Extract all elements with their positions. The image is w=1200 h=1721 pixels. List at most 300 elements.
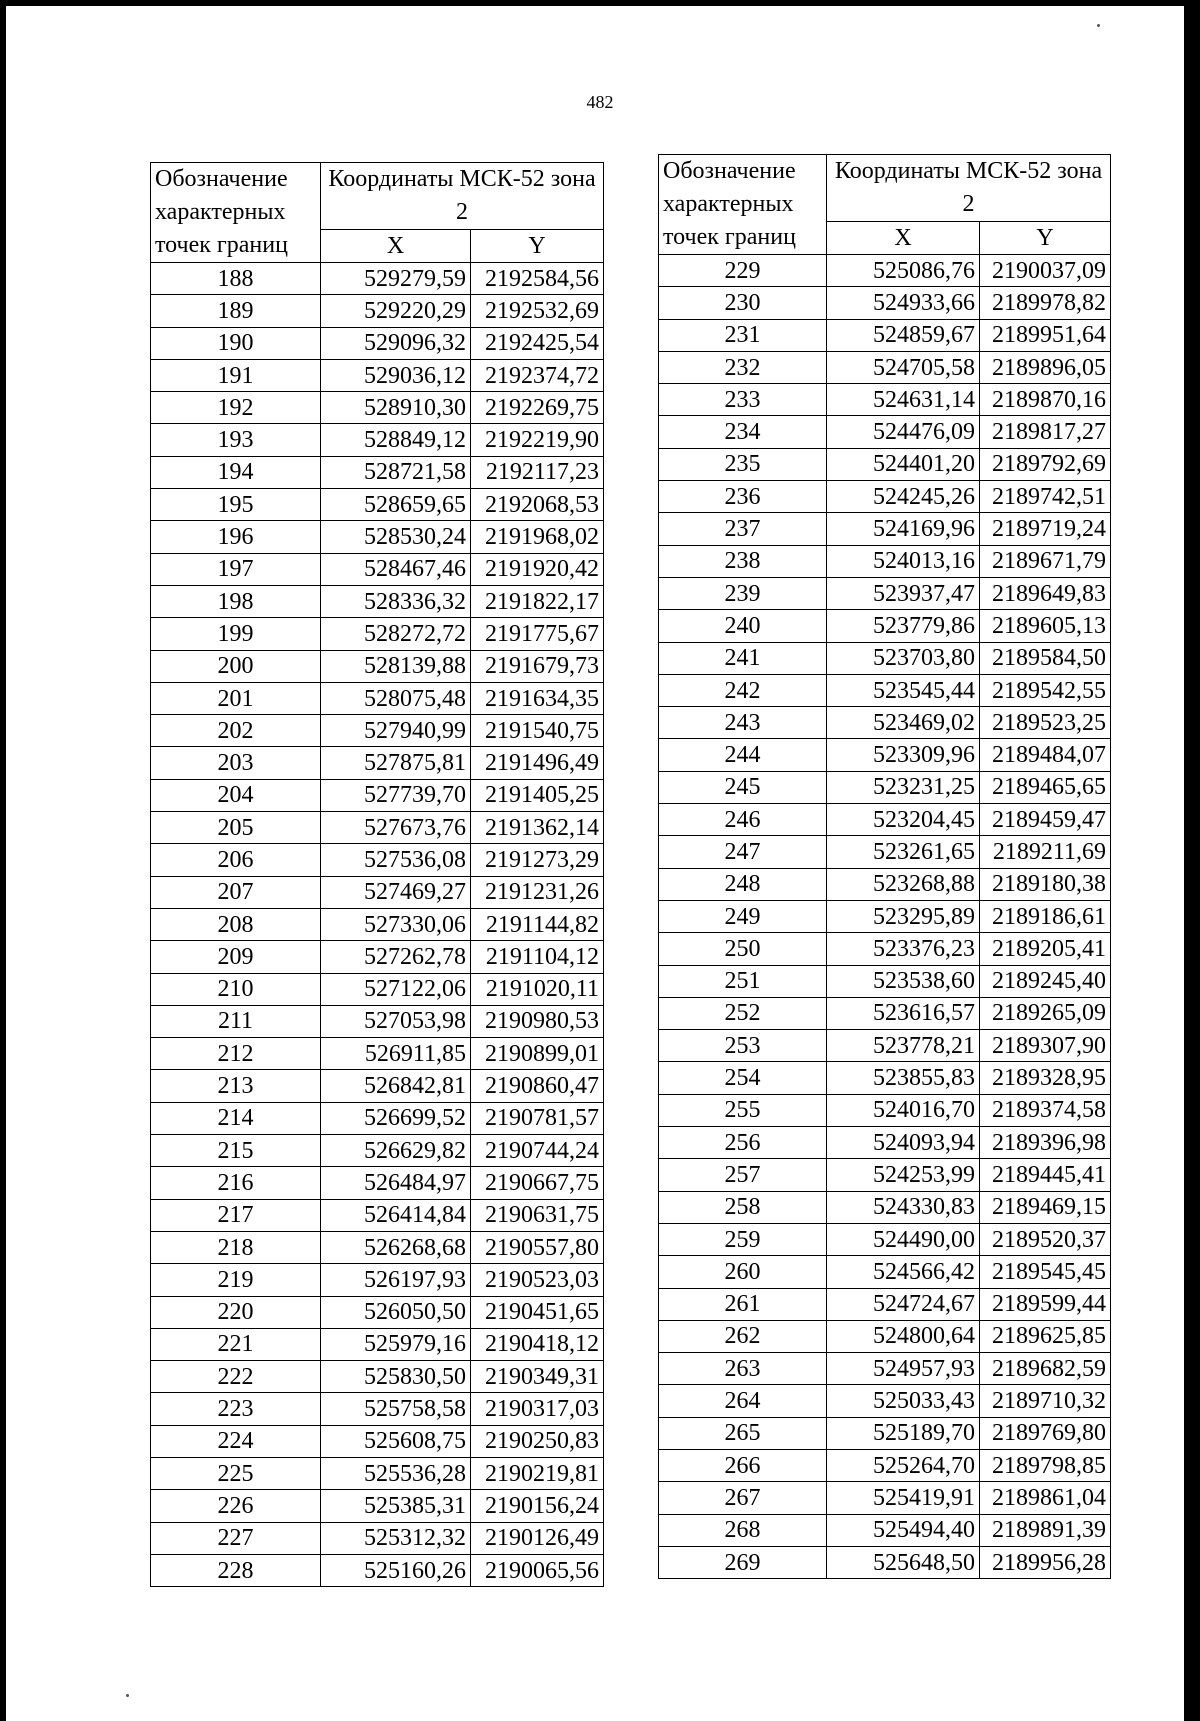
y-cell: 2190744,24 <box>471 1135 604 1167</box>
point-cell: 243 <box>659 707 827 739</box>
table-row <box>659 416 1111 448</box>
table-row <box>151 747 604 779</box>
table-row <box>151 1457 604 1489</box>
y-cell: 2190219,81 <box>471 1457 604 1489</box>
point-cell: 204 <box>151 779 321 811</box>
x-cell: 527536,08 <box>321 844 471 876</box>
x-cell: 523778,21 <box>827 1030 980 1062</box>
page-number: 482 <box>586 92 614 112</box>
table-row <box>151 1393 604 1425</box>
y-cell: 2190156,24 <box>471 1490 604 1522</box>
header-point-designation: Обозначение характерных точек границ <box>151 163 321 263</box>
y-cell: 2189625,85 <box>980 1320 1111 1352</box>
header-coordinates-title: Координаты МСК-52 зона 2 <box>321 163 604 230</box>
x-cell: 524013,16 <box>827 545 980 577</box>
table-row <box>659 1546 1111 1578</box>
x-cell: 524724,67 <box>827 1288 980 1320</box>
x-cell: 528272,72 <box>321 618 471 650</box>
table-row <box>151 650 604 682</box>
point-cell: 255 <box>659 1094 827 1126</box>
point-cell: 205 <box>151 812 321 844</box>
point-cell: 247 <box>659 836 827 868</box>
y-cell: 2190037,09 <box>980 255 1111 287</box>
y-cell: 2189769,80 <box>980 1417 1111 1449</box>
y-cell: 2189584,50 <box>980 642 1111 674</box>
x-cell: 523261,65 <box>827 836 980 868</box>
table-row <box>151 1361 604 1393</box>
y-cell: 2190980,53 <box>471 1005 604 1037</box>
x-cell: 524705,58 <box>827 351 980 383</box>
table-row <box>659 707 1111 739</box>
point-cell: 244 <box>659 739 827 771</box>
y-cell: 2189978,82 <box>980 287 1111 319</box>
y-cell: 2191405,25 <box>471 779 604 811</box>
y-cell: 2189186,61 <box>980 900 1111 932</box>
table-row <box>659 804 1111 836</box>
point-cell: 191 <box>151 359 321 391</box>
y-cell: 2189861,04 <box>980 1482 1111 1514</box>
y-cell: 2190899,01 <box>471 1038 604 1070</box>
table-row <box>151 1038 604 1070</box>
point-cell: 230 <box>659 287 827 319</box>
table-row <box>151 1070 604 1102</box>
x-cell: 528721,58 <box>321 456 471 488</box>
table-row <box>659 900 1111 932</box>
x-cell: 525419,91 <box>827 1482 980 1514</box>
x-cell: 525758,58 <box>321 1393 471 1425</box>
y-cell: 2189445,41 <box>980 1159 1111 1191</box>
point-cell: 257 <box>659 1159 827 1191</box>
point-cell: 263 <box>659 1353 827 1385</box>
table-row <box>151 295 604 327</box>
y-cell: 2190860,47 <box>471 1070 604 1102</box>
y-cell: 2191968,02 <box>471 521 604 553</box>
point-cell: 256 <box>659 1127 827 1159</box>
point-cell: 197 <box>151 553 321 585</box>
x-cell: 525385,31 <box>321 1490 471 1522</box>
x-cell: 526484,97 <box>321 1167 471 1199</box>
x-cell: 524016,70 <box>827 1094 980 1126</box>
scan-speck <box>126 1694 129 1697</box>
x-cell: 527330,06 <box>321 908 471 940</box>
table-row <box>659 674 1111 706</box>
point-cell: 212 <box>151 1038 321 1070</box>
point-cell: 235 <box>659 448 827 480</box>
point-cell: 188 <box>151 263 321 295</box>
point-cell: 201 <box>151 682 321 714</box>
point-cell: 224 <box>151 1425 321 1457</box>
table-row <box>659 997 1111 1029</box>
x-cell: 528139,88 <box>321 650 471 682</box>
x-cell: 529220,29 <box>321 295 471 327</box>
x-cell: 524330,83 <box>827 1191 980 1223</box>
x-cell: 526414,84 <box>321 1199 471 1231</box>
point-cell: 261 <box>659 1288 827 1320</box>
point-cell: 245 <box>659 771 827 803</box>
y-cell: 2189545,45 <box>980 1256 1111 1288</box>
point-cell: 213 <box>151 1070 321 1102</box>
point-cell: 227 <box>151 1522 321 1554</box>
x-cell: 524093,94 <box>827 1127 980 1159</box>
point-cell: 215 <box>151 1135 321 1167</box>
x-cell: 527673,76 <box>321 812 471 844</box>
x-cell: 524490,00 <box>827 1223 980 1255</box>
x-cell: 525086,76 <box>827 255 980 287</box>
x-cell: 524169,96 <box>827 513 980 545</box>
x-cell: 525608,75 <box>321 1425 471 1457</box>
x-cell: 523703,80 <box>827 642 980 674</box>
y-cell: 2192269,75 <box>471 392 604 424</box>
point-cell: 223 <box>151 1393 321 1425</box>
point-cell: 232 <box>659 351 827 383</box>
y-cell: 2189459,47 <box>980 804 1111 836</box>
y-cell: 2191496,49 <box>471 747 604 779</box>
point-cell: 202 <box>151 715 321 747</box>
table-row <box>659 933 1111 965</box>
point-cell: 196 <box>151 521 321 553</box>
y-cell: 2190065,56 <box>471 1554 604 1586</box>
x-cell: 523538,60 <box>827 965 980 997</box>
table-row <box>659 1449 1111 1481</box>
point-cell: 231 <box>659 319 827 351</box>
table-row <box>659 771 1111 803</box>
y-cell: 2189710,32 <box>980 1385 1111 1417</box>
table-row <box>659 448 1111 480</box>
table-row <box>151 424 604 456</box>
table-row <box>151 1554 604 1586</box>
header-y: Y <box>471 230 604 263</box>
x-cell: 526911,85 <box>321 1038 471 1070</box>
point-cell: 203 <box>151 747 321 779</box>
y-cell: 2189396,98 <box>980 1127 1111 1159</box>
header-point-designation: Обозначение характерных точек границ <box>659 155 827 255</box>
x-cell: 524566,42 <box>827 1256 980 1288</box>
y-cell: 2189265,09 <box>980 997 1111 1029</box>
y-cell: 2189465,65 <box>980 771 1111 803</box>
x-cell: 528530,24 <box>321 521 471 553</box>
x-cell: 524859,67 <box>827 319 980 351</box>
point-cell: 210 <box>151 973 321 1005</box>
point-cell: 246 <box>659 804 827 836</box>
table-body <box>151 263 604 1587</box>
x-cell: 526197,93 <box>321 1264 471 1296</box>
point-cell: 220 <box>151 1296 321 1328</box>
y-cell: 2189891,39 <box>980 1514 1111 1546</box>
y-cell: 2192374,72 <box>471 359 604 391</box>
x-cell: 524957,93 <box>827 1353 980 1385</box>
table-row <box>659 1514 1111 1546</box>
point-cell: 250 <box>659 933 827 965</box>
point-cell: 192 <box>151 392 321 424</box>
table-row <box>151 715 604 747</box>
table-row <box>659 481 1111 513</box>
point-cell: 221 <box>151 1328 321 1360</box>
point-cell: 249 <box>659 900 827 932</box>
point-cell: 206 <box>151 844 321 876</box>
table-row <box>151 1102 604 1134</box>
table-row <box>151 1167 604 1199</box>
point-cell: 218 <box>151 1231 321 1263</box>
table-row <box>659 610 1111 642</box>
table-row <box>151 1005 604 1037</box>
x-cell: 526842,81 <box>321 1070 471 1102</box>
y-cell: 2192425,54 <box>471 327 604 359</box>
y-cell: 2189956,28 <box>980 1546 1111 1578</box>
y-cell: 2191231,26 <box>471 876 604 908</box>
y-cell: 2189742,51 <box>980 481 1111 513</box>
point-cell: 253 <box>659 1030 827 1062</box>
point-cell: 216 <box>151 1167 321 1199</box>
header-x: X <box>321 230 471 263</box>
header-coordinates-title: Координаты МСК-52 зона 2 <box>827 155 1111 222</box>
point-cell: 258 <box>659 1191 827 1223</box>
point-cell: 234 <box>659 416 827 448</box>
table-row <box>151 489 604 521</box>
table-row <box>151 908 604 940</box>
table-row <box>659 1191 1111 1223</box>
coordinates-table-left <box>150 162 604 1587</box>
y-cell: 2190349,31 <box>471 1361 604 1393</box>
table-row <box>151 1135 604 1167</box>
x-cell: 525264,70 <box>827 1449 980 1481</box>
table-row <box>659 351 1111 383</box>
x-cell: 529279,59 <box>321 263 471 295</box>
point-cell: 198 <box>151 585 321 617</box>
y-cell: 2191920,42 <box>471 553 604 585</box>
y-cell: 2189180,38 <box>980 868 1111 900</box>
y-cell: 2192584,56 <box>471 263 604 295</box>
point-cell: 217 <box>151 1199 321 1231</box>
y-cell: 2190523,03 <box>471 1264 604 1296</box>
y-cell: 2189599,44 <box>980 1288 1111 1320</box>
y-cell: 2192117,23 <box>471 456 604 488</box>
point-cell: 195 <box>151 489 321 521</box>
y-cell: 2189896,05 <box>980 351 1111 383</box>
table-row <box>151 876 604 908</box>
point-cell: 208 <box>151 908 321 940</box>
table-row <box>151 1231 604 1263</box>
point-cell: 266 <box>659 1449 827 1481</box>
x-cell: 523376,23 <box>827 933 980 965</box>
table-row <box>151 585 604 617</box>
point-cell: 219 <box>151 1264 321 1296</box>
x-cell: 528467,46 <box>321 553 471 585</box>
table-row <box>659 255 1111 287</box>
point-cell: 254 <box>659 1062 827 1094</box>
point-cell: 248 <box>659 868 827 900</box>
x-cell: 525160,26 <box>321 1554 471 1586</box>
x-cell: 526268,68 <box>321 1231 471 1263</box>
x-cell: 524631,14 <box>827 384 980 416</box>
x-cell: 523231,25 <box>827 771 980 803</box>
x-cell: 523779,86 <box>827 610 980 642</box>
scan-speck <box>1097 24 1100 27</box>
table-row <box>151 779 604 811</box>
y-cell: 2191020,11 <box>471 973 604 1005</box>
x-cell: 524476,09 <box>827 416 980 448</box>
y-cell: 2191104,12 <box>471 941 604 973</box>
y-cell: 2191362,14 <box>471 812 604 844</box>
header-x: X <box>827 222 980 255</box>
table-row <box>659 1062 1111 1094</box>
y-cell: 2192532,69 <box>471 295 604 327</box>
y-cell: 2189523,25 <box>980 707 1111 739</box>
x-cell: 523855,83 <box>827 1062 980 1094</box>
point-cell: 265 <box>659 1417 827 1449</box>
point-cell: 236 <box>659 481 827 513</box>
y-cell: 2189682,59 <box>980 1353 1111 1385</box>
x-cell: 526699,52 <box>321 1102 471 1134</box>
x-cell: 523295,89 <box>827 900 980 932</box>
table-row <box>659 545 1111 577</box>
table-row <box>151 973 604 1005</box>
x-cell: 527053,98 <box>321 1005 471 1037</box>
point-cell: 222 <box>151 1361 321 1393</box>
table-row <box>659 1482 1111 1514</box>
table-row <box>151 1490 604 1522</box>
x-cell: 526629,82 <box>321 1135 471 1167</box>
y-cell: 2189798,85 <box>980 1449 1111 1481</box>
y-cell: 2189484,07 <box>980 739 1111 771</box>
table-row <box>151 941 604 973</box>
y-cell: 2191822,17 <box>471 585 604 617</box>
point-cell: 259 <box>659 1223 827 1255</box>
x-cell: 523937,47 <box>827 577 980 609</box>
x-cell: 524800,64 <box>827 1320 980 1352</box>
table-row <box>659 1385 1111 1417</box>
table-row <box>151 1264 604 1296</box>
y-cell: 2192219,90 <box>471 424 604 456</box>
table-row <box>659 1030 1111 1062</box>
y-cell: 2192068,53 <box>471 489 604 521</box>
table-row <box>151 618 604 650</box>
point-cell: 193 <box>151 424 321 456</box>
y-cell: 2189211,69 <box>980 836 1111 868</box>
x-cell: 528336,32 <box>321 585 471 617</box>
x-cell: 525033,43 <box>827 1385 980 1417</box>
y-cell: 2190418,12 <box>471 1328 604 1360</box>
y-cell: 2189542,55 <box>980 674 1111 706</box>
y-cell: 2189520,37 <box>980 1223 1111 1255</box>
x-cell: 523616,57 <box>827 997 980 1029</box>
table-row <box>659 1256 1111 1288</box>
table-row <box>151 327 604 359</box>
y-cell: 2189245,40 <box>980 965 1111 997</box>
x-cell: 525979,16 <box>321 1328 471 1360</box>
y-cell: 2191144,82 <box>471 908 604 940</box>
point-cell: 225 <box>151 1457 321 1489</box>
x-cell: 527875,81 <box>321 747 471 779</box>
table-row <box>151 521 604 553</box>
table-row <box>659 836 1111 868</box>
table-row <box>659 287 1111 319</box>
point-cell: 229 <box>659 255 827 287</box>
table-row <box>659 577 1111 609</box>
x-cell: 528849,12 <box>321 424 471 456</box>
y-cell: 2189951,64 <box>980 319 1111 351</box>
point-cell: 211 <box>151 1005 321 1037</box>
y-cell: 2189205,41 <box>980 933 1111 965</box>
point-cell: 264 <box>659 1385 827 1417</box>
point-cell: 239 <box>659 577 827 609</box>
table-row <box>151 263 604 295</box>
point-cell: 241 <box>659 642 827 674</box>
table-row <box>151 682 604 714</box>
table-row <box>151 392 604 424</box>
table-row <box>659 965 1111 997</box>
y-cell: 2191679,73 <box>471 650 604 682</box>
table-row <box>659 1288 1111 1320</box>
point-cell: 228 <box>151 1554 321 1586</box>
x-cell: 529036,12 <box>321 359 471 391</box>
y-cell: 2190126,49 <box>471 1522 604 1554</box>
y-cell: 2189870,16 <box>980 384 1111 416</box>
x-cell: 523469,02 <box>827 707 980 739</box>
table-row <box>151 359 604 391</box>
point-cell: 240 <box>659 610 827 642</box>
x-cell: 525189,70 <box>827 1417 980 1449</box>
y-cell: 2189605,13 <box>980 610 1111 642</box>
y-cell: 2190631,75 <box>471 1199 604 1231</box>
table-row <box>659 642 1111 674</box>
y-cell: 2189671,79 <box>980 545 1111 577</box>
table-row <box>659 1223 1111 1255</box>
y-cell: 2189328,95 <box>980 1062 1111 1094</box>
point-cell: 242 <box>659 674 827 706</box>
table-row <box>151 1199 604 1231</box>
point-cell: 209 <box>151 941 321 973</box>
y-cell: 2191273,29 <box>471 844 604 876</box>
y-cell: 2191634,35 <box>471 682 604 714</box>
point-cell: 199 <box>151 618 321 650</box>
table-row <box>659 739 1111 771</box>
point-cell: 190 <box>151 327 321 359</box>
table-row <box>659 1417 1111 1449</box>
table-row <box>659 1094 1111 1126</box>
header-y: Y <box>980 222 1111 255</box>
x-cell: 524253,99 <box>827 1159 980 1191</box>
y-cell: 2190667,75 <box>471 1167 604 1199</box>
y-cell: 2190317,03 <box>471 1393 604 1425</box>
point-cell: 268 <box>659 1514 827 1546</box>
x-cell: 524401,20 <box>827 448 980 480</box>
table-row <box>659 1320 1111 1352</box>
table-body <box>659 255 1111 1579</box>
point-cell: 262 <box>659 1320 827 1352</box>
table-row <box>151 812 604 844</box>
point-cell: 260 <box>659 1256 827 1288</box>
table-row <box>659 868 1111 900</box>
x-cell: 524245,26 <box>827 481 980 513</box>
x-cell: 527469,27 <box>321 876 471 908</box>
x-cell: 523268,88 <box>827 868 980 900</box>
x-cell: 528910,30 <box>321 392 471 424</box>
x-cell: 529096,32 <box>321 327 471 359</box>
y-cell: 2190451,65 <box>471 1296 604 1328</box>
x-cell: 523309,96 <box>827 739 980 771</box>
point-cell: 226 <box>151 1490 321 1522</box>
point-cell: 200 <box>151 650 321 682</box>
point-cell: 207 <box>151 876 321 908</box>
point-cell: 251 <box>659 965 827 997</box>
x-cell: 524933,66 <box>827 287 980 319</box>
y-cell: 2189792,69 <box>980 448 1111 480</box>
x-cell: 526050,50 <box>321 1296 471 1328</box>
x-cell: 527122,06 <box>321 973 471 1005</box>
x-cell: 525536,28 <box>321 1457 471 1489</box>
y-cell: 2190781,57 <box>471 1102 604 1134</box>
point-cell: 269 <box>659 1546 827 1578</box>
